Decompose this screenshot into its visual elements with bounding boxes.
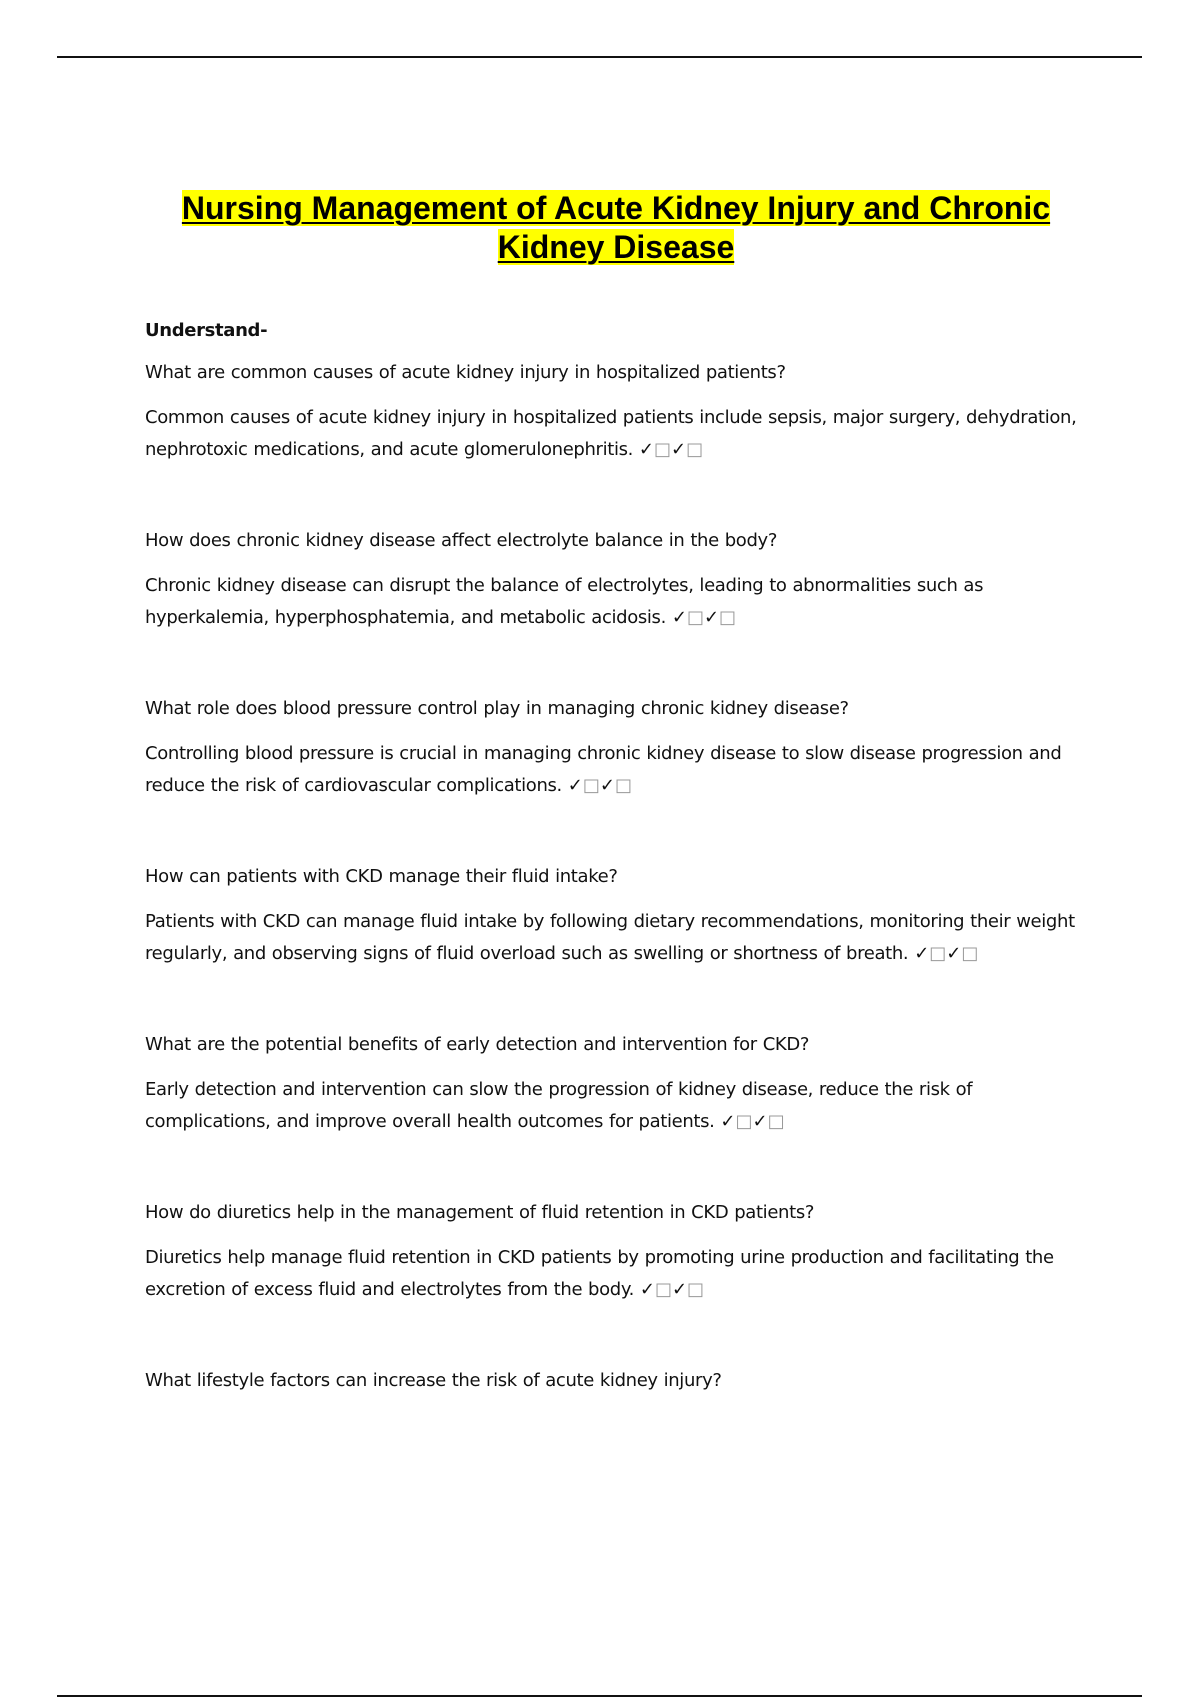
question-text: What are the potential benefits of early detection and intervention for CKD? <box>145 1034 810 1055</box>
question-text: What lifestyle factors can increase the risk of acute kidney injury? <box>145 1370 722 1391</box>
box-icon: □ <box>929 943 947 964</box>
check-mark-icon: ✓ <box>671 439 687 460</box>
box-icon: □ <box>767 1111 785 1132</box>
answer-marks <box>672 607 736 628</box>
answer-marks <box>720 1111 784 1132</box>
question-text: What are common causes of acute kidney injury in hospitalized patients? <box>145 362 786 383</box>
check-mark-icon: ✓ <box>914 943 930 964</box>
box-icon: □ <box>582 775 600 796</box>
answer-paragraph <box>145 1074 1095 1138</box>
box-icon: □ <box>686 607 704 628</box>
box-icon: □ <box>719 607 737 628</box>
answer-paragraph <box>145 738 1095 802</box>
check-mark-icon: ✓ <box>703 607 720 628</box>
box-icon: □ <box>687 1279 705 1300</box>
answer-marks <box>639 439 703 460</box>
check-mark-icon: ✓ <box>599 775 615 796</box>
box-icon: □ <box>653 439 671 460</box>
box-icon: □ <box>615 775 633 796</box>
section-label: Understand- <box>145 320 268 341</box>
qa-item-4 <box>145 864 1095 970</box>
answer-text: Chronic kidney disease can disrupt the balance of electrolytes, leading to abnormalities such as hyperkalemia, hyperphosphatemia, and metabolic acidosis. <box>145 575 984 628</box>
footer-rule <box>57 1695 1142 1697</box>
document-body <box>145 318 1095 1410</box>
check-mark-icon: ✓ <box>946 943 962 964</box>
answer-paragraph <box>145 402 1095 466</box>
qa-item-1 <box>145 360 1095 466</box>
question-text: How can patients with CKD manage their fluid intake? <box>145 866 618 887</box>
document-title-text: Nursing Management of Acute Kidney Injury and Chronic Kidney Disease <box>181 190 1051 265</box>
answer-text: Diuretics help manage fluid retention in CKD patients by promoting urine production and facilitating the excretion of excess fluid and electrolytes from the body. <box>145 1247 1054 1300</box>
qa-item-5 <box>145 1032 1095 1138</box>
qa-item-3 <box>145 696 1095 802</box>
document-title <box>150 189 1082 267</box>
check-mark-icon: ✓ <box>752 1111 768 1132</box>
answer-text: Controlling blood pressure is crucial in managing chronic kidney disease to slow disease progression and reduce the risk of cardiovascular complications. <box>145 743 1062 796</box>
answer-text: Common causes of acute kidney injury in hospitalized patients include sepsis, major surgery, dehydration, nephrotoxic medications, and acute glomerulonephritis. <box>145 407 1077 460</box>
answer-marks <box>568 775 632 796</box>
box-icon: □ <box>961 943 979 964</box>
qa-item-2 <box>145 528 1095 634</box>
question-text: What role does blood pressure control play in managing chronic kidney disease? <box>145 698 849 719</box>
header-rule <box>57 56 1142 58</box>
check-mark-icon: ✓ <box>671 607 687 628</box>
answer-text: Patients with CKD can manage fluid intake by following dietary recommendations, monitoring their weight regularly, and observing signs of fluid overload such as swelling or shortness of breath. <box>145 911 1075 964</box>
answer-paragraph <box>145 1242 1095 1306</box>
check-mark-icon: ✓ <box>671 1279 688 1300</box>
answer-text: Early detection and intervention can slow the progression of kidney disease, reduce the risk of complications, and improve overall health outcomes for patients. <box>145 1079 973 1132</box>
answer-marks <box>640 1279 704 1300</box>
question-text: How do diuretics help in the management of fluid retention in CKD patients? <box>145 1202 815 1223</box>
question-text: How does chronic kidney disease affect electrolyte balance in the body? <box>145 530 778 551</box>
qa-item-6 <box>145 1200 1095 1306</box>
answer-paragraph <box>145 906 1095 970</box>
answer-marks <box>914 943 978 964</box>
check-mark-icon: ✓ <box>567 775 583 796</box>
box-icon: □ <box>735 1111 753 1132</box>
qa-item-7 <box>145 1368 1095 1394</box>
box-icon: □ <box>686 439 704 460</box>
answer-paragraph <box>145 570 1095 634</box>
check-mark-icon: ✓ <box>638 439 654 460</box>
check-mark-icon: ✓ <box>639 1279 655 1300</box>
box-icon: □ <box>654 1279 672 1300</box>
check-mark-icon: ✓ <box>720 1111 736 1132</box>
